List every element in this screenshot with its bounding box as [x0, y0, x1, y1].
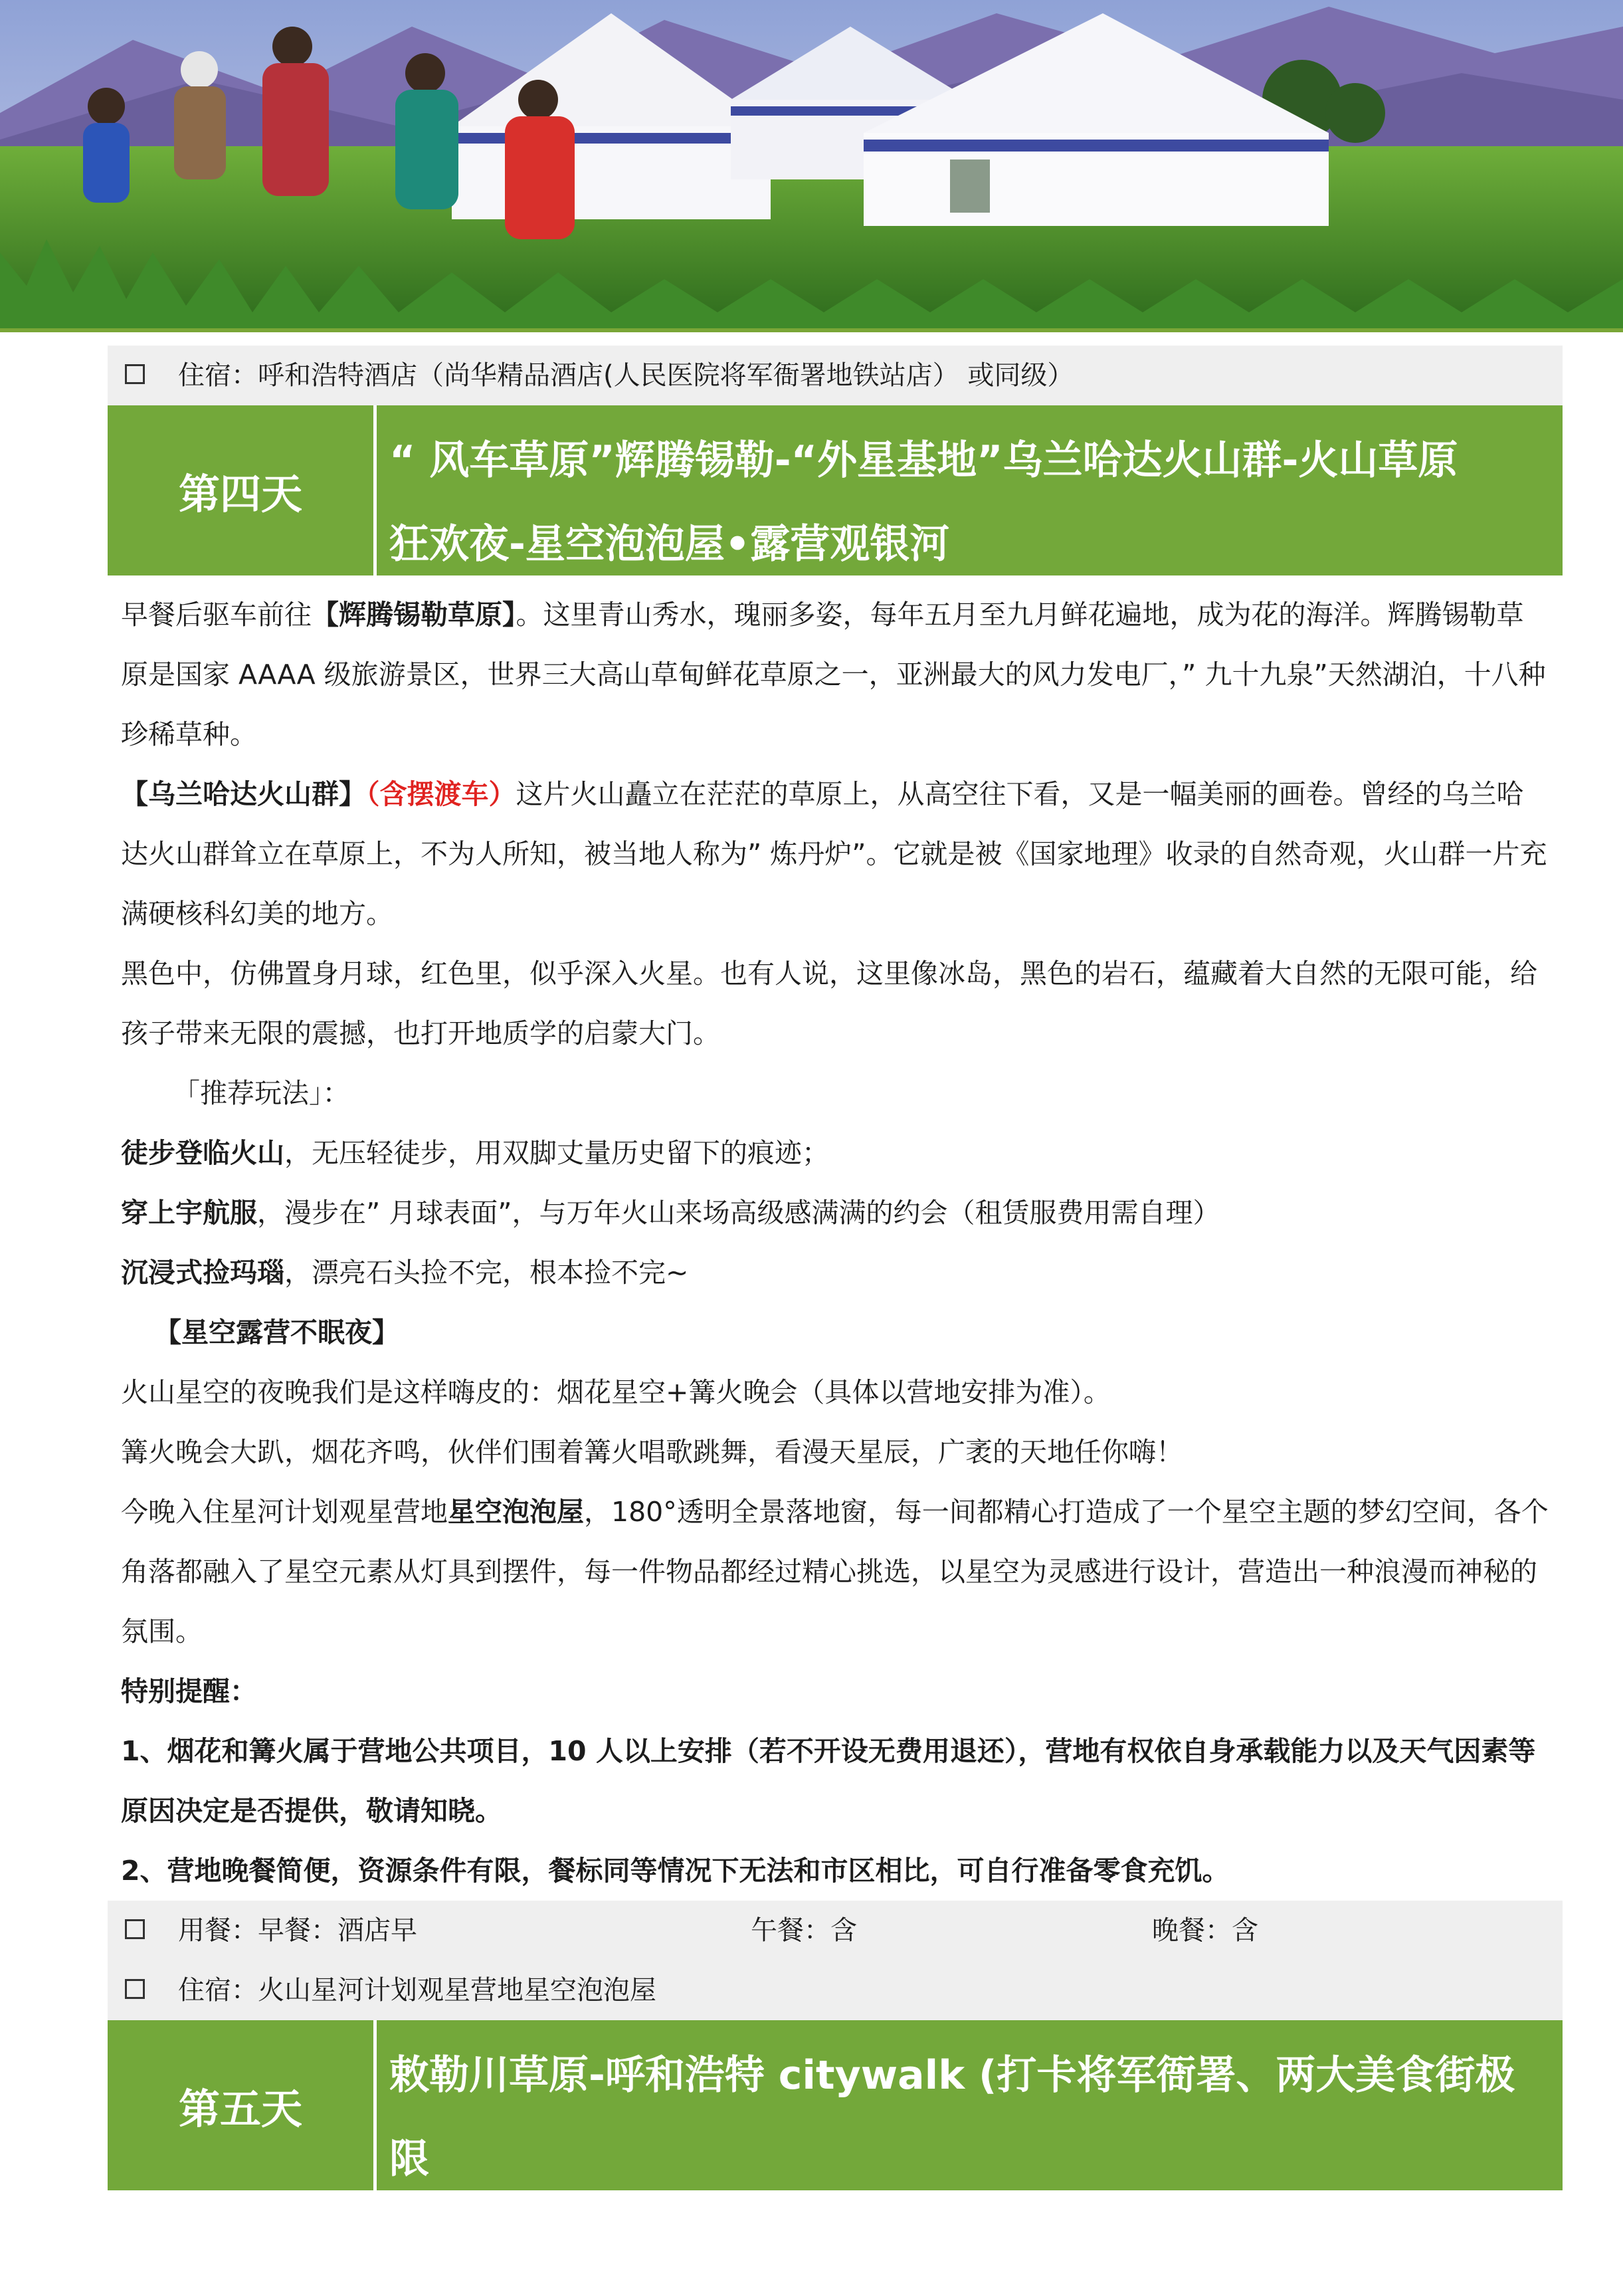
day4-title-line2: 狂欢夜-星空泡泡屋•露营观银河 — [389, 521, 950, 568]
meals-row — [108, 1901, 1563, 1960]
reminder-item-1: 1、烟花和篝火属于营地公共项目，10 人以上安排（若不开设无费用退还），营地有权依自身承载能力以及天气因素等原因决定是否提供，敬请知晓。 — [121, 1735, 1536, 1827]
recommendation-item — [121, 1123, 1549, 1183]
day4-title-line1: “ 风车草原”辉腾锡勒-“外星基地”乌兰哈达火山群-火山草原 — [389, 437, 1458, 484]
checkbox-icon — [125, 364, 145, 384]
highlight-place: 星空泡泡屋 — [448, 1496, 584, 1528]
paragraph-night: 火山星空的夜晚我们是这样嗨皮的：烟花星空+篝火晚会（具体以营地安排为准）。 — [121, 1376, 1111, 1408]
highlight-included: （含摆渡车） — [366, 778, 516, 810]
meal-dinner: 晚餐：含 — [1152, 1915, 1258, 1946]
accommodation-row — [108, 346, 1563, 405]
highlight-place: 【辉腾锡勒草原】 — [312, 599, 516, 631]
accommodation-row — [108, 1960, 1563, 2020]
highlight-place: 【乌兰哈达火山群】 — [121, 778, 366, 810]
text: 今晚入住星河计划观星营地 — [121, 1496, 448, 1528]
banner-divider — [0, 328, 1623, 332]
special-reminder-heading: 特别提醒： — [121, 1675, 257, 1707]
checkbox-icon — [125, 1919, 145, 1939]
paragraph-bubble-house — [121, 1482, 1549, 1661]
text: 。这里青山秀水，瑰丽多姿，每年五月至九月鲜花遍地，成为花的海洋。辉腾锡勒草原是国家 AAAA 级旅游景区，世界三大高山草甸鲜花草原之一，亚洲最大的风力发电厂，” 九十九泉”天然湖泊，十八种珍稀草种。 — [121, 599, 1546, 750]
meal-breakfast: 用餐：早餐：酒店早 — [178, 1915, 417, 1946]
header-banner-image — [0, 0, 1623, 328]
text: 这片火山矗立在茫茫的草原上，从高空往下看，又是一幅美丽的画卷。曾经的乌兰哈达火山群耸立在草原上，不为人所知，被当地人称为” 炼丹炉”。它就是被《国家地理》收录的自然奇观，火山群一片充满硬核科幻美的地方。 — [121, 778, 1547, 930]
recommendation-title: 沉浸式捡玛瑙 — [121, 1257, 284, 1289]
accommodation-text: 住宿：火山星河计划观星营地星空泡泡屋 — [178, 1975, 656, 2006]
text: ，漫步在” 月球表面”，与万年火山来场高级感满满的约会（租赁服费用需自理） — [257, 1197, 1220, 1229]
paragraph-huitengxile — [121, 585, 1549, 764]
paragraph-volcano-colors: 黑色中，仿佛置身月球，红色里，似乎深入火星。也有人说，这里像冰岛，黑色的岩石，蕴藏着大自然的无限可能，给孩子带来无限的震撼，也打开地质学的启蒙大门。 — [121, 958, 1537, 1049]
text: ，180°透明全景落地窗，每一间都精心打造成了一个星空主题的梦幻空间，各个角落都融入了星空元素从灯具到摆件，每一件物品都经过精心挑选，以星空为灵感进行设计，营造出一种浪漫而神秘的氛围。 — [121, 1496, 1549, 1647]
day5-header — [108, 2020, 1563, 2266]
checkbox-icon — [125, 1979, 145, 1999]
day5-label: 第五天 — [178, 2084, 302, 2133]
text: 早餐后驱车前往 — [121, 599, 312, 631]
day4-header — [108, 405, 1563, 575]
paragraph-bonfire: 篝火晚会大趴，烟花齐鸣，伙伴们围着篝火唱歌跳舞，看漫天星辰，广袤的天地任你嗨！ — [121, 1436, 1183, 1468]
recommendation-item — [121, 1183, 1549, 1243]
text: ，无压轻徒步，用双脚丈量历史留下的痕迹； — [284, 1137, 829, 1169]
recommended-heading: 「推荐玩法」： — [173, 1077, 350, 1109]
day4-title — [389, 419, 1549, 586]
day-header-divider — [373, 405, 377, 575]
day4-body — [121, 585, 1549, 1901]
day5-title-line1: 敕勒川草原-呼和浩特 citywalk (打卡将军衙署、两大美食街极限 — [389, 2052, 1515, 2182]
paragraph-wulanhada — [121, 764, 1549, 944]
text: ，漂亮石头捡不完，根本捡不完~ — [284, 1257, 689, 1289]
recommendation-title: 徒步登临火山 — [121, 1137, 284, 1169]
accommodation-text: 住宿：呼和浩特酒店（尚华精品酒店(人民医院将军衙署地铁站店） 或同级） — [178, 360, 1074, 391]
recommendation-title: 穿上宇航服 — [121, 1197, 257, 1229]
meal-lunch: 午餐：含 — [751, 1915, 857, 1946]
recommendation-item — [121, 1243, 1549, 1303]
day-header-divider — [373, 2020, 377, 2190]
starry-camp-heading: 【星空露营不眠夜】 — [154, 1316, 399, 1348]
day4-label: 第四天 — [178, 469, 302, 518]
reminder-item-2: 2、营地晚餐简便，资源条件有限，餐标同等情况下无法和市区相比，可自行准备零食充饥。 — [121, 1855, 1230, 1887]
day5-title-line2: 吃喝） — [389, 2220, 509, 2266]
day5-title — [389, 2034, 1549, 2285]
